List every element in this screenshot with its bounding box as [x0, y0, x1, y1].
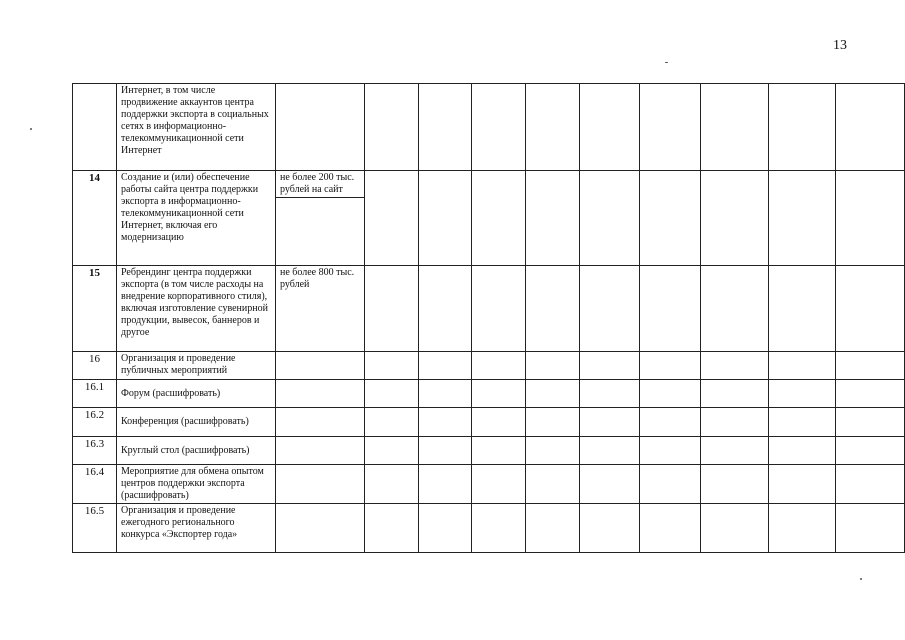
- empty-cell: [472, 266, 526, 352]
- empty-cell: [526, 84, 580, 171]
- empty-cell: [472, 408, 526, 437]
- empty-cell: [365, 380, 419, 408]
- empty-cell: [580, 266, 640, 352]
- empty-cell: [526, 352, 580, 380]
- empty-cell: [526, 380, 580, 408]
- row-description: Форум (расшифровать): [117, 380, 276, 408]
- empty-cell: [836, 465, 905, 504]
- empty-cell: [640, 408, 701, 437]
- empty-cell: [701, 408, 769, 437]
- empty-cell: [419, 171, 472, 266]
- row-description: Организация и проведение ежегодного регионального конкурса «Экспортер года»: [117, 504, 276, 553]
- row-description: Создание и (или) обеспечение работы сайта центра поддержки экспорта в информационно-телекоммуникационной сети Интернет, включая его модернизацию: [117, 171, 276, 266]
- empty-cell: [580, 408, 640, 437]
- empty-cell: [769, 84, 836, 171]
- empty-cell: [472, 504, 526, 553]
- empty-cell: [769, 504, 836, 553]
- empty-cell: [472, 84, 526, 171]
- empty-cell: [640, 171, 701, 266]
- empty-cell: [836, 408, 905, 437]
- row-description: Интернет, в том числе продвижение аккаунтов центра поддержки экспорта в социальных сетях в информационно-телекоммуникационной сети Интернет: [117, 84, 276, 171]
- empty-cell: [419, 380, 472, 408]
- empty-cell: [419, 504, 472, 553]
- empty-cell: [580, 84, 640, 171]
- empty-cell: [419, 352, 472, 380]
- row-description: Конференция (расшифровать): [117, 408, 276, 437]
- row-number: 16.3: [73, 437, 117, 465]
- row-description: Круглый стол (расшифровать): [117, 437, 276, 465]
- empty-cell: [640, 380, 701, 408]
- empty-cell: [836, 380, 905, 408]
- empty-cell: [640, 465, 701, 504]
- empty-cell: [365, 352, 419, 380]
- empty-cell: [365, 408, 419, 437]
- empty-cell: [769, 437, 836, 465]
- empty-cell: [701, 437, 769, 465]
- table-row: [73, 465, 905, 504]
- empty-cell: [640, 84, 701, 171]
- empty-cell: [472, 380, 526, 408]
- empty-cell: [701, 465, 769, 504]
- empty-cell: [836, 171, 905, 266]
- expense-table: [72, 83, 905, 553]
- row-number: 16: [73, 352, 117, 380]
- empty-cell: [472, 352, 526, 380]
- empty-cell: [365, 437, 419, 465]
- empty-cell: [472, 437, 526, 465]
- empty-cell: [365, 171, 419, 266]
- row-description: Организация и проведение публичных мероприятий: [117, 352, 276, 380]
- row-description: Мероприятие для обмена опытом центров поддержки экспорта (расшифровать): [117, 465, 276, 504]
- empty-cell: [526, 408, 580, 437]
- row-limit: [276, 380, 365, 408]
- empty-cell: [419, 408, 472, 437]
- empty-cell: [769, 408, 836, 437]
- empty-cell: [419, 266, 472, 352]
- scan-speck: [665, 62, 668, 63]
- table-row: [73, 266, 905, 352]
- row-limit: [276, 504, 365, 553]
- empty-cell: [419, 84, 472, 171]
- row-limit: [276, 352, 365, 380]
- row-number: 16.5: [73, 504, 117, 553]
- row-number: 16.2: [73, 408, 117, 437]
- scan-speck: [860, 578, 862, 580]
- empty-cell: [365, 266, 419, 352]
- empty-cell: [769, 380, 836, 408]
- row-description: Ребрендинг центра поддержки экспорта (в том числе расходы на внедрение корпоративного стиля), включая изготовление сувенирной продукции, вывесок, баннеров и другое: [117, 266, 276, 352]
- empty-cell: [836, 84, 905, 171]
- empty-cell: [769, 171, 836, 266]
- row-limit: не более 800 тыс. рублей: [276, 266, 365, 352]
- scan-speck: [30, 128, 32, 130]
- empty-cell: [526, 465, 580, 504]
- empty-cell: [640, 352, 701, 380]
- empty-cell: [526, 437, 580, 465]
- row-number: 16.4: [73, 465, 117, 504]
- empty-cell: [365, 504, 419, 553]
- row-limit: [276, 465, 365, 504]
- empty-cell: [836, 504, 905, 553]
- table-row: [73, 380, 905, 408]
- empty-cell: [701, 380, 769, 408]
- empty-cell: [836, 266, 905, 352]
- table-row: [73, 352, 905, 380]
- empty-cell: [419, 465, 472, 504]
- empty-cell: [526, 504, 580, 553]
- empty-cell: [701, 266, 769, 352]
- row-limit: [276, 84, 365, 171]
- empty-cell: [365, 465, 419, 504]
- row-number: [73, 84, 117, 171]
- table-row: [73, 171, 905, 266]
- empty-cell: [836, 352, 905, 380]
- empty-cell: [472, 465, 526, 504]
- table-row: [73, 437, 905, 465]
- row-limit: [276, 408, 365, 437]
- empty-cell: [701, 84, 769, 171]
- empty-cell: [580, 352, 640, 380]
- empty-cell: [580, 437, 640, 465]
- empty-cell: [526, 171, 580, 266]
- empty-cell: [640, 266, 701, 352]
- empty-cell: [580, 171, 640, 266]
- row-number: 16.1: [73, 380, 117, 408]
- table-row: [73, 408, 905, 437]
- row-number: 15: [73, 266, 117, 352]
- row-limit: [276, 437, 365, 465]
- row-limit-text: не более 200 тыс. рублей на сайт: [276, 171, 364, 198]
- empty-cell: [769, 266, 836, 352]
- empty-cell: [365, 84, 419, 171]
- table-row: [73, 504, 905, 553]
- empty-cell: [701, 171, 769, 266]
- empty-cell: [701, 504, 769, 553]
- empty-cell: [580, 465, 640, 504]
- empty-cell: [769, 352, 836, 380]
- row-limit: [276, 171, 365, 266]
- page-number: 13: [833, 38, 847, 53]
- empty-cell: [640, 504, 701, 553]
- row-number: 14: [73, 171, 117, 266]
- empty-cell: [836, 437, 905, 465]
- table-row: [73, 84, 905, 171]
- empty-cell: [526, 266, 580, 352]
- empty-cell: [419, 437, 472, 465]
- empty-cell: [580, 504, 640, 553]
- empty-cell: [701, 352, 769, 380]
- empty-cell: [640, 437, 701, 465]
- empty-cell: [472, 171, 526, 266]
- empty-cell: [580, 380, 640, 408]
- empty-cell: [769, 465, 836, 504]
